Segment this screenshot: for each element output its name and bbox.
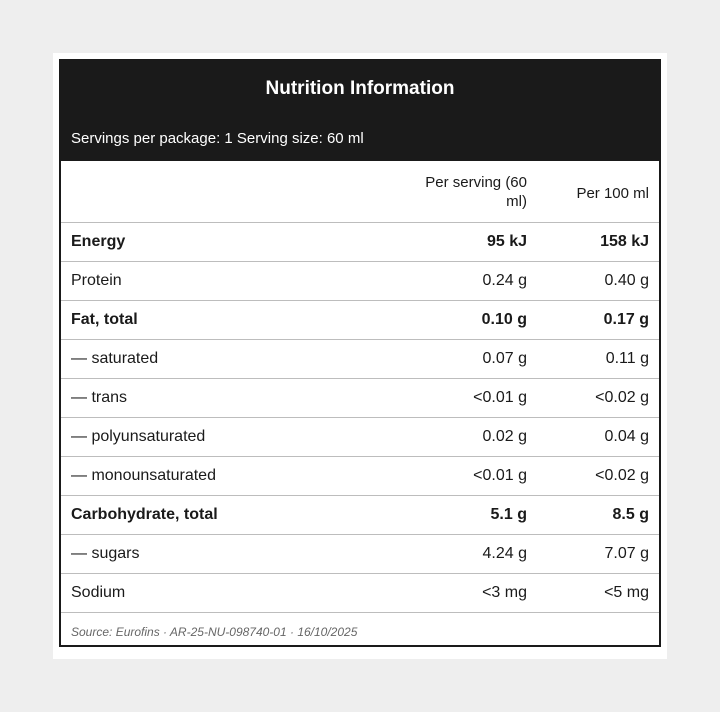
row-per-serving: <3 mg [371, 574, 529, 613]
column-header-per-100: Per 100 ml [529, 161, 659, 223]
column-header-per-serving [371, 161, 529, 223]
servings-line: Servings per package: 1 Serving size: 60 ml [71, 130, 364, 147]
row-per-serving: <0.01 g [371, 457, 529, 496]
table-header-row [61, 161, 659, 223]
row-per-100: 0.17 g [529, 301, 659, 340]
column-header-per-serving-label: Per serving (60 ml) [425, 173, 527, 210]
table-row [61, 535, 659, 574]
row-name: — monounsaturated [61, 457, 371, 496]
source-note: Source: Eurofins · AR-25-NU-098740-01 · 16/10/2025 [71, 625, 358, 639]
row-name: — polyunsaturated [61, 418, 371, 457]
row-per-100: 7.07 g [529, 535, 659, 574]
table-body [61, 223, 659, 613]
row-name: Carbohydrate, total [61, 496, 371, 535]
row-per-100: 8.5 g [529, 496, 659, 535]
table-row [61, 379, 659, 418]
panel-header [61, 61, 659, 161]
row-per-serving: 0.24 g [371, 262, 529, 301]
nutrition-table [61, 161, 659, 613]
table-row [61, 223, 659, 262]
panel-title: Nutrition Information [265, 78, 455, 99]
table-row [61, 574, 659, 613]
row-per-serving: 0.07 g [371, 340, 529, 379]
nutrition-card [53, 53, 667, 659]
row-per-100: 158 kJ [529, 223, 659, 262]
row-per-100: 0.11 g [529, 340, 659, 379]
row-per-serving: <0.01 g [371, 379, 529, 418]
table-row [61, 457, 659, 496]
row-per-100: <0.02 g [529, 457, 659, 496]
table-row [61, 262, 659, 301]
row-per-100: <5 mg [529, 574, 659, 613]
table-row [61, 340, 659, 379]
column-header-name [61, 161, 371, 223]
nutrition-panel [59, 59, 661, 647]
row-per-serving: 4.24 g [371, 535, 529, 574]
row-name: Energy [61, 223, 371, 262]
table-row [61, 496, 659, 535]
row-per-serving: 95 kJ [371, 223, 529, 262]
row-per-100: 0.04 g [529, 418, 659, 457]
row-per-100: <0.02 g [529, 379, 659, 418]
row-name: — trans [61, 379, 371, 418]
table-row [61, 301, 659, 340]
row-name: Fat, total [61, 301, 371, 340]
row-per-serving: 0.10 g [371, 301, 529, 340]
row-name: Sodium [61, 574, 371, 613]
row-name: Protein [61, 262, 371, 301]
row-per-serving: 0.02 g [371, 418, 529, 457]
row-name: — saturated [61, 340, 371, 379]
row-per-serving: 5.1 g [371, 496, 529, 535]
row-per-100: 0.40 g [529, 262, 659, 301]
row-name: — sugars [61, 535, 371, 574]
table-row [61, 418, 659, 457]
